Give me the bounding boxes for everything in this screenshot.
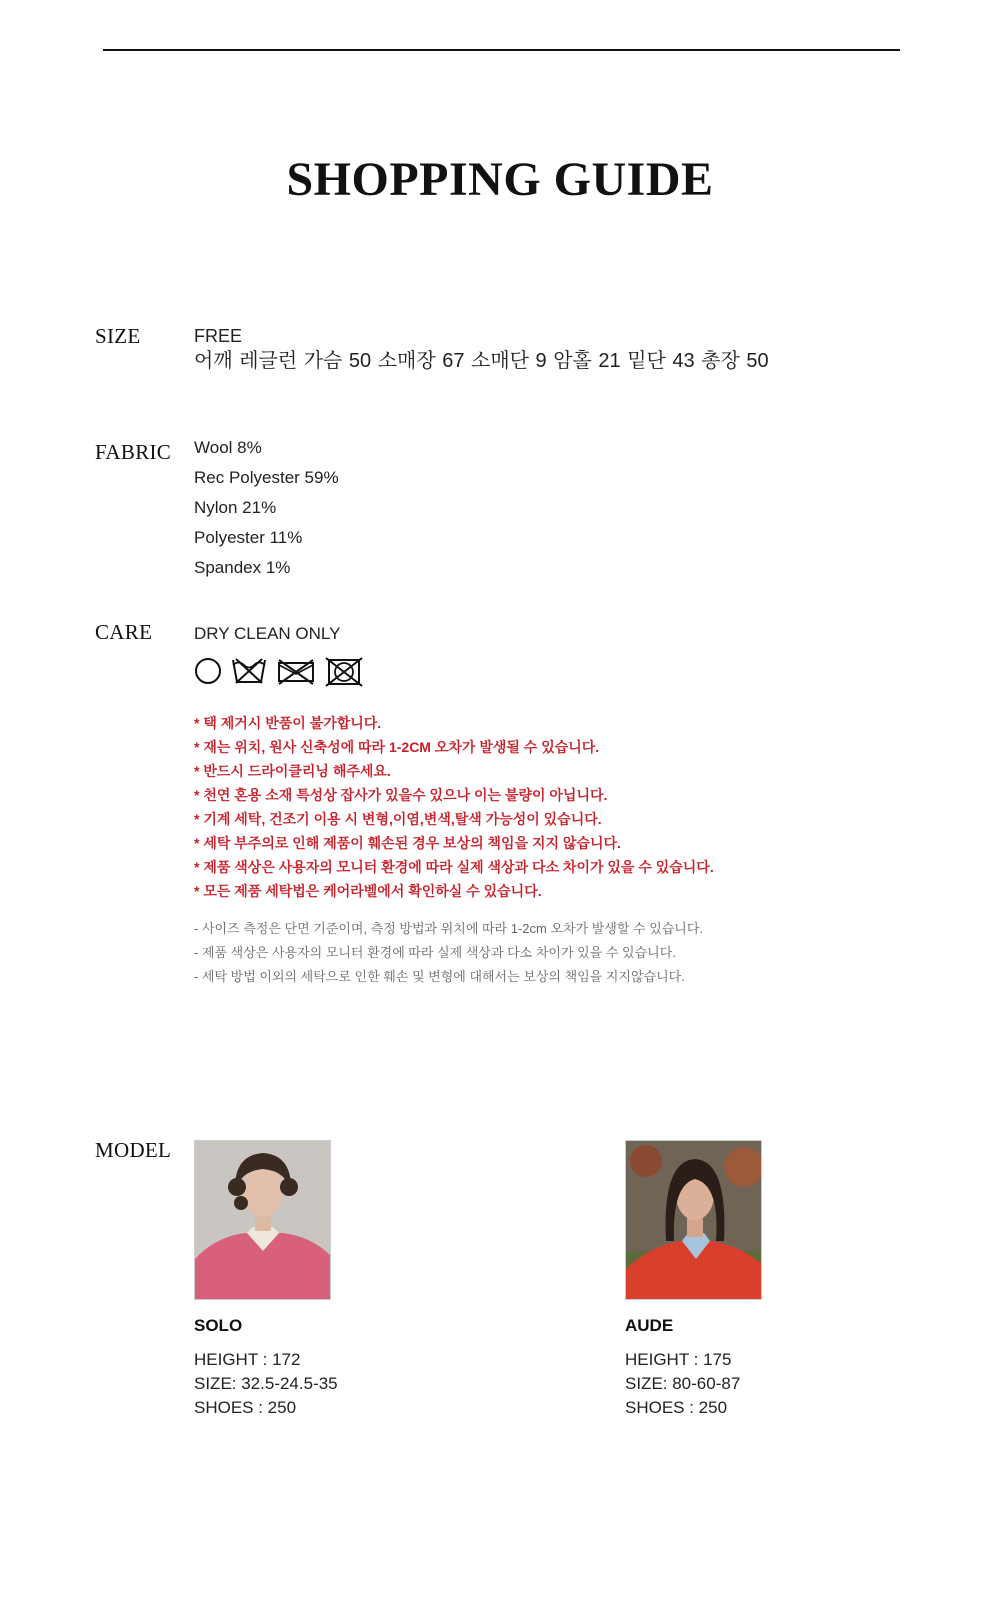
model-photo-aude	[626, 1141, 762, 1300]
care-instruction: DRY CLEAN ONLY	[194, 624, 341, 643]
care-icons	[194, 657, 714, 687]
fabric-item: Polyester 11%	[194, 528, 303, 547]
warning-item: * 재는 위치, 원사 신축성에 따라 1-2CM 오차가 발생될 수 있습니다.	[194, 739, 600, 755]
warning-item: * 반드시 드라이클리닝 해주세요.	[194, 763, 391, 779]
fabric-list	[194, 433, 339, 583]
care-notes	[194, 917, 714, 989]
care-warnings	[194, 711, 714, 903]
no-tumble-dry-icon	[276, 657, 316, 685]
note-item: - 제품 색상은 사용자의 모니터 환경에 따라 실제 색상과 다소 차이가 있을 수 있습니다.	[194, 945, 676, 960]
size-section	[194, 325, 769, 374]
model-specs	[194, 1348, 338, 1420]
no-dryer-icon	[325, 657, 363, 687]
model-card-aude	[625, 1140, 762, 1420]
model-photo	[625, 1140, 762, 1300]
fabric-item: Spandex 1%	[194, 558, 291, 577]
note-item: - 사이즈 측정은 단면 기준이며, 측정 방법과 위치에 따라 1-2cm 오차가 발생할 수 있습니다.	[194, 921, 704, 936]
no-wash-icon	[231, 657, 267, 685]
model-height: HEIGHT : 172	[194, 1350, 301, 1369]
model-name: SOLO	[194, 1316, 243, 1335]
page-title: SHOPPING GUIDE	[286, 153, 714, 206]
model-size: SIZE: 32.5-24.5-35	[194, 1374, 338, 1393]
model-shoes: SHOES : 250	[194, 1398, 297, 1417]
fabric-label: FABRIC	[95, 440, 172, 464]
model-shoes: SHOES : 250	[625, 1398, 728, 1417]
dry-clean-circle-icon	[194, 657, 222, 685]
size-free: FREE	[194, 326, 243, 346]
fabric-item: Rec Polyester 59%	[194, 468, 339, 487]
warning-item: * 택 제거시 반품이 불가합니다.	[194, 715, 382, 731]
model-name: AUDE	[625, 1316, 674, 1335]
model-photo	[194, 1140, 331, 1300]
top-divider	[103, 49, 900, 51]
model-photo-solo	[195, 1141, 331, 1300]
warning-item: * 모든 제품 세탁법은 케어라벨에서 확인하실 수 있습니다.	[194, 883, 542, 899]
model-size: SIZE: 80-60-87	[625, 1374, 741, 1393]
fabric-item: Wool 8%	[194, 438, 262, 457]
model-height: HEIGHT : 175	[625, 1350, 732, 1369]
warning-item: * 세탁 부주의로 인해 제품이 훼손된 경우 보상의 책임을 지지 않습니다.	[194, 835, 621, 851]
warning-item: * 제품 색상은 사용자의 모니터 환경에 따라 실제 색상과 다소 차이가 있을 수 있습니다.	[194, 859, 714, 875]
model-specs	[625, 1348, 762, 1420]
care-label: CARE	[95, 620, 153, 644]
note-item: - 세탁 방법 이외의 세탁으로 인한 훼손 및 변형에 대해서는 보상의 책임을 지지않습니다.	[194, 969, 685, 984]
model-label: MODEL	[95, 1138, 172, 1162]
fabric-item: Nylon 21%	[194, 498, 277, 517]
size-label: SIZE	[95, 324, 141, 348]
size-measurements: 어깨 레글런 가슴 50 소매장 67 소매단 9 암홀 21 밑단 43 총장 50	[194, 350, 769, 372]
model-card-solo	[194, 1140, 338, 1420]
care-section	[194, 624, 714, 989]
warning-item: * 천연 혼용 소재 특성상 잡사가 있을수 있으나 이는 불량이 아닙니다.	[194, 787, 608, 803]
warning-item: * 기계 세탁, 건조기 이용 시 변형,이염,변색,탈색 가능성이 있습니다.	[194, 811, 602, 827]
